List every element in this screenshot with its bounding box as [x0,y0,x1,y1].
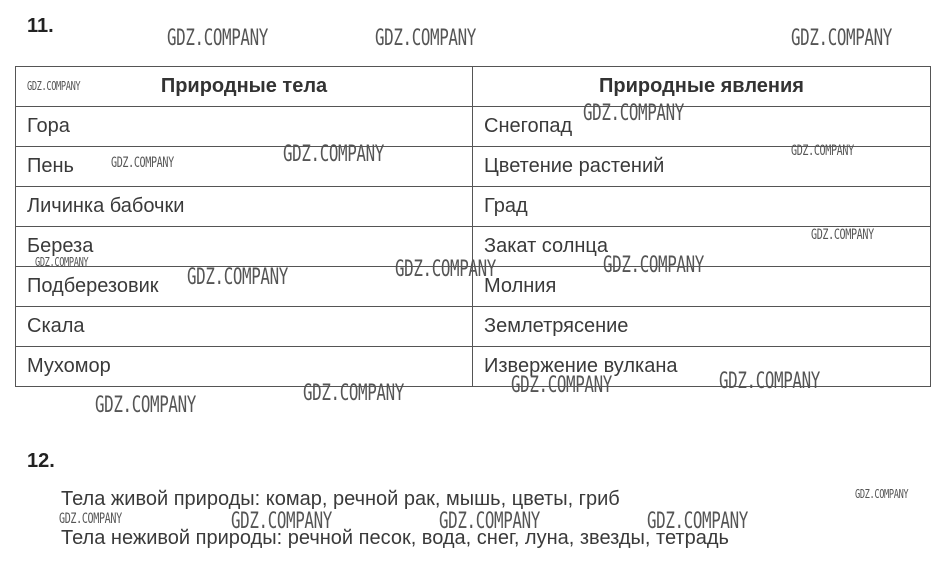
living-nature-answer: Тела живой природы: комар, речной рак, мышь, цветы, гриб [61,488,620,510]
task-12-number: 12. [27,450,55,472]
header-natural-phenomena: Природные явления [473,67,931,107]
watermark: GDZ.COMPANY [187,265,288,290]
nonliving-nature-answer: Тела неживой природы: речной песок, вода, снег, луна, звезды, тетрадь [61,527,729,549]
table-row [16,307,931,347]
table-row [16,227,931,267]
table-row [16,347,931,387]
table-cell: Землетрясение [473,307,931,347]
table-cell: Молния [473,267,931,307]
watermark: GDZ.COMPANY [283,142,384,167]
nature-table [15,66,931,387]
watermark: GDZ.COMPANY [583,101,684,126]
watermark: GDZ.COMPANY [303,381,404,406]
table-cell: Снегопад [473,107,931,147]
watermark: GDZ.COMPANY [603,253,704,278]
watermark: GDZ.COMPANY [167,26,268,51]
watermark: GDZ.COMPANY [95,393,196,418]
watermark: GDZ.COMPANY [719,369,820,394]
table-cell: Извержение вулкана [473,347,931,387]
table-cell: Гора [16,107,473,147]
table-row [16,187,931,227]
table-cell: Град [473,187,931,227]
watermark: GDZ.COMPANY [231,509,332,534]
watermark: GDZ.COMPANY [439,509,540,534]
watermark: GDZ.COMPANY [111,155,174,171]
watermark: GDZ.COMPANY [647,509,748,534]
watermark: GDZ.COMPANY [375,26,476,51]
watermark: GDZ.COMPANY [811,227,874,243]
table-cell: Пень [16,147,473,187]
header-natural-bodies: Природные тела [16,67,473,107]
table-cell: Береза [16,227,473,267]
table-cell: Цветение растений [473,147,931,187]
table-header-row [16,67,931,107]
watermark: GDZ.COMPANY [395,257,496,282]
table-cell: Личинка бабочки [16,187,473,227]
table-cell: Скала [16,307,473,347]
task-11-number: 11. [27,15,54,37]
table-cell: Мухомор [16,347,473,387]
table-cell: Закат солнца [473,227,931,267]
table-row [16,107,931,147]
table-row [16,267,931,307]
watermark: GDZ.COMPANY [59,511,122,527]
watermark: GDZ.COMPANY [27,79,81,93]
watermark: GDZ.COMPANY [791,26,892,51]
watermark: GDZ.COMPANY [791,143,854,159]
table-row [16,147,931,187]
watermark: GDZ.COMPANY [511,373,612,398]
table-cell: Подберезовик [16,267,473,307]
watermark: GDZ.COMPANY [35,255,89,269]
watermark: GDZ.COMPANY [855,487,909,501]
